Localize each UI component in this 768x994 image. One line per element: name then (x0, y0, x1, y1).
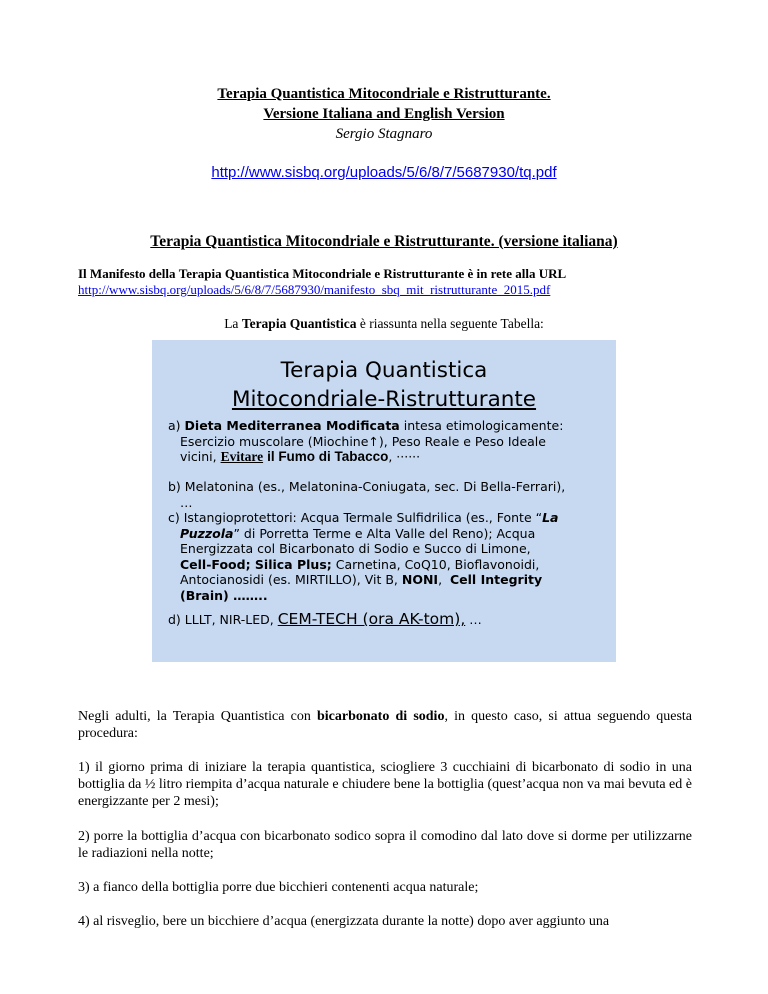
table-intro-bold: Terapia Quantistica (241, 316, 357, 331)
item-c-line5-prefix: Antocianosidi (es. MIRTILLO), Vit B, (180, 572, 398, 587)
item-a-fumo: il Fumo di Tabacco (267, 449, 389, 464)
document-subtitle: Versione Italiana and English Version (263, 106, 505, 122)
p1-suffix: , in questo caso, si attua seguendo questa procedura: (78, 709, 693, 741)
document-url-link[interactable]: http://www.sisbq.org/uploads/5/6/8/7/5687930/tq.pdf (211, 164, 557, 181)
item-c-la: La (542, 510, 559, 525)
item-a-line3 (168, 449, 608, 465)
item-a-dots: , ······ (388, 449, 421, 464)
item-c-line3: Energizzata col Bicarbonato di Sodio e Succo di Limone, (180, 541, 531, 556)
item-c-line4 (168, 557, 608, 573)
item-c-line5: Antocianosidi (es. MIRTILLO), Vit B, NONI, Cell Integrity (180, 572, 543, 587)
therapy-item-a (168, 418, 608, 465)
item-d-prefix: d) LLLT, NIR-LED, (168, 612, 274, 627)
item-d-cem: CEM-TECH (ora AK-tom), (277, 610, 466, 628)
box-title-line2: Mitocondriale-Ristrutturante (231, 387, 537, 412)
item-b-line2: … (180, 494, 193, 510)
item-c-line4-rest: Carnetina, CoQ10, Bioflavonoidi, (335, 556, 540, 572)
item-a-line2: Esercizio muscolare (Miochine↑), Peso Reale e Peso Ideale (180, 433, 546, 449)
item-c-noni: NONI (401, 572, 439, 587)
section-heading: Terapia Quantistica Mitocondriale e Ristrutturante. (versione italiana) (150, 233, 618, 250)
item-a-prefix: a) (168, 418, 181, 433)
therapy-item-c (168, 510, 608, 603)
item-c-line4-bold: Cell-Food; Silica Plus; (180, 556, 332, 572)
body-paragraph-4: 3) a fianco della bottiglia porre due bicchieri contenenti acqua naturale; (78, 880, 479, 895)
item-c-line2 (168, 526, 608, 542)
body-paragraph-2: 1) il giorno prima di iniziare la terapia quantistica, sciogliere 3 cucchiaini di bicarbonato di sodio in una bottiglia da ½ litro riempita d’acqua naturale e chiudere bene la bottiglia (quest’acqua non va mai bevuta ed è energizzante per 2 mesi); (78, 760, 692, 809)
manifesto-bold: Terapia Quantistica Mitocondriale e Ristrutturante (178, 266, 465, 281)
item-c-puzzola: Puzzola (180, 525, 234, 541)
body-paragraph-3: 2) porre la bottiglia d’acqua con bicarbonato sodico sopra il comodino dal lato dove si dorme per utilizzarne le radiazioni nella notte; (78, 829, 692, 861)
manifesto-paragraph (78, 266, 718, 298)
item-a-bold: Dieta Mediterranea Modificata (184, 418, 400, 433)
therapy-item-b (168, 479, 608, 510)
p1-bold: bicarbonato di sodio (317, 709, 445, 724)
body-paragraph-5: 4) al risveglio, bere un bicchiere d’acqua (energizzata durante la notte) dopo aver aggiunto una (78, 914, 610, 929)
document-title: Terapia Quantistica Mitocondriale e Ristrutturante. (217, 86, 551, 102)
item-a-line3-prefix: vicini, (180, 449, 217, 464)
table-intro (0, 316, 768, 332)
p1-prefix: Negli adulti, la Terapia Quantistica con (78, 709, 311, 724)
item-b-line1: b) Melatonina (es., Melatonina-Coniugata, sec. Di Bella-Ferrari), (168, 479, 566, 494)
table-intro-suffix: è riassunta nella seguente Tabella: (359, 316, 544, 331)
manifesto-suffix: è in rete alla URL (467, 266, 567, 281)
manifesto-url-link[interactable]: http://www.sisbq.org/uploads/5/6/8/7/5687930/manifesto_sbq_mit_ristrutturante_2015.pdf (78, 282, 551, 297)
therapy-summary-box (152, 340, 616, 662)
box-title (152, 356, 616, 414)
item-c-line1-prefix: c) Istangioprotettori: Acqua Termale Sulfidrilica (es., Fonte “ (168, 510, 543, 525)
box-title-line1: Terapia Quantistica (280, 358, 488, 383)
body-paragraph-1 (78, 708, 692, 742)
author-name: Sergio Stagnaro (335, 126, 433, 142)
therapy-item-d (168, 612, 608, 628)
item-d-suffix: … (469, 612, 482, 627)
item-c-line2-rest: ” di Porretta Terme e Alta Valle del Reno); Acqua (233, 525, 536, 541)
header-link-container (0, 164, 768, 181)
item-c-line6: (Brain) …….. (180, 587, 268, 603)
item-c-cell-integrity: Cell Integrity (450, 572, 543, 587)
item-a-evitare: Evitare (220, 449, 264, 464)
item-a-rest: intesa etimologicamente: (403, 418, 564, 433)
table-intro-prefix: La (224, 316, 239, 331)
manifesto-prefix: Il Manifesto della (78, 266, 176, 281)
document-header (0, 84, 768, 144)
